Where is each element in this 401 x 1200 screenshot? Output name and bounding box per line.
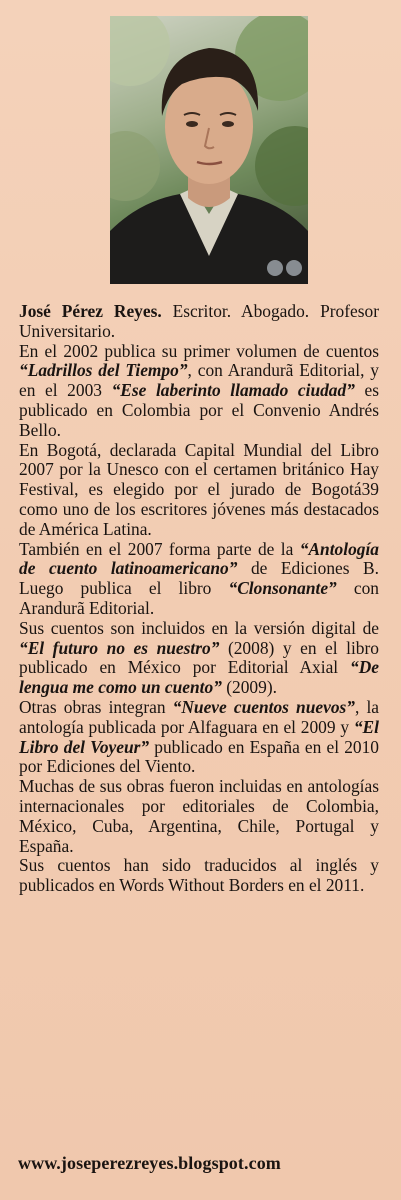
bio-text: Otras obras integran: [19, 696, 173, 717]
bio-intro: [19, 302, 379, 342]
bio-paragraph-4: [19, 619, 379, 698]
bio-paragraph-2: En Bogotá, declarada Capital Mundial del Libro 2007 por la Unesco con el certamen británico Hay Festival, es elegido por el jurado de Bogotá39 como uno de los escritores jóvenes más destacados de América Latina.: [19, 439, 379, 539]
bio-paragraph-6: Muchas de sus obras fueron incluidas en antologías internacionales por editoriales de Colombia, México, Cuba, Argentina, Chile, Portugal y España.: [19, 776, 379, 856]
book-title-nueve-cuentos: “Nueve cuentos nuevos”: [172, 696, 355, 717]
bio-text: publicado en España en el 2010 por Ediciones del Viento.: [19, 736, 379, 777]
bio-text: (2008) y en el libro publicado en México por Editorial Axial: [19, 637, 379, 678]
book-title-futuro: “El futuro no es nuestro”: [19, 637, 220, 658]
bio-text: es publicado en Colombia por el Convenio Andrés Bello.: [19, 380, 379, 440]
bio-text: También en el 2007 forma parte de la: [19, 538, 300, 559]
bio-text: , con Arandurã Editorial, y en el 2003: [19, 360, 379, 401]
bio-text: de Ediciones B. Luego publica el libro: [19, 558, 379, 599]
bio-text: Sus cuentos son incluidos en la versión digital de: [19, 617, 379, 638]
author-portrait-image: [110, 16, 308, 284]
book-title-ladrillos: “Ladrillos del Tiempo”: [19, 360, 188, 381]
author-photo: [110, 16, 308, 284]
bio-text: , la antología publicada por Alfaguara en el 2009 y: [19, 696, 379, 737]
bio-paragraph-1: [19, 342, 379, 441]
bio-paragraph-3: [19, 540, 379, 619]
book-title-lengua: “De lengua me como un cuento”: [19, 657, 379, 698]
book-title-clonsonante: “Clonsonante”: [228, 578, 337, 599]
bio-text: con Arandurã Editorial.: [19, 578, 379, 618]
author-name: José Pérez Reyes.: [19, 301, 162, 321]
author-bio: [19, 302, 379, 896]
bio-text: En el 2002 publica su primer volumen de cuentos: [19, 340, 379, 361]
book-title-laberinto: “Ese laberinto llamado ciudad”: [111, 380, 355, 401]
blog-url[interactable]: www.joseperezreyes.blogspot.com: [18, 1153, 281, 1173]
bio-paragraph-7: Sus cuentos han sido traducidos al inglés y publicados en Words Without Borders en el 2011.: [19, 855, 379, 896]
bio-text: (2009).: [221, 677, 277, 698]
author-roles: Escritor. Abogado. Profesor Universitario.: [19, 301, 379, 341]
bio-paragraph-5: [19, 698, 379, 777]
book-title-voyeur: “El Libro del Voyeur”: [19, 716, 379, 757]
book-title-antologia: “Antología de cuento latinoamericano”: [19, 538, 379, 579]
